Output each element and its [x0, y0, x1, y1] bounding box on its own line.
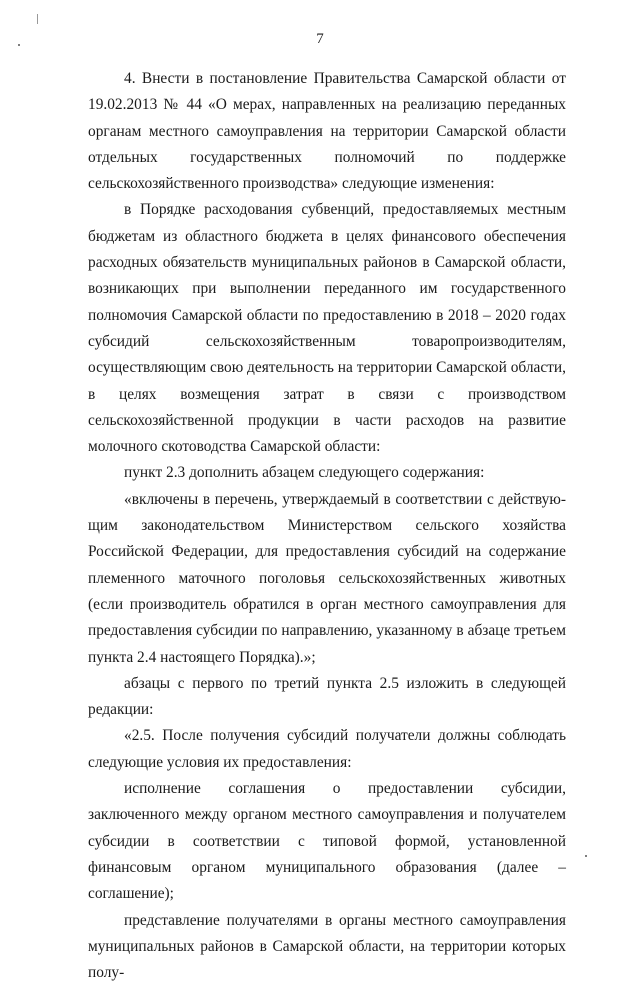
paragraph-amendment-intro: 4. Внести в постановление Правительства Самарской области от 19.02.2013 № 44 «О мерах, направленных на реализацию переданных органам местного самоуправления на территории Самарской области отдельных государственных полномочий по поддержке сельскохозяйственного производства» следующие изменения:	[88, 66, 566, 197]
scan-line	[37, 14, 38, 24]
scan-speck	[18, 44, 20, 46]
paragraph-reporting-condition: представление получателями в органы местного самоуправления муниципальных районов в Самарской области, на территории которых полу-	[88, 908, 566, 986]
paragraph-subvention-order: в Порядке расходования субвенций, предоставляемых местным бюджетам из областного бюджета в целях финансового обеспечения расходных обязательств муниципальных районов в Самарской области, возникающих при выполнении переданного им государственного полномочия Самарской области по предоставлению в 2018 – 2020 годах субсидий сельскохозяйственным товаропроизводителям, осуществляющим свою деятельность на территории Самарской области, в целях возмещения затрат в связи с производством сельскохозяйственной продукции в части расходов на развитие молочного скотоводства Самарской области:	[88, 197, 566, 460]
paragraph-item-2-5-text: «2.5. После получения субсидий получатели должны соблюдать следующие условия их предоставления:	[88, 723, 566, 776]
page-number: 7	[0, 30, 640, 48]
document-body	[88, 66, 566, 986]
scan-speck	[585, 855, 587, 857]
paragraph-agreement-condition: исполнение соглашения о предоставлении субсидии, заключенного между органом местного самоуправления и получателем субсидии в соответствии с типовой формой, установленной финансовым органом муниципального образования (далее – соглашение);	[88, 776, 566, 907]
paragraph-item-2-3-text: «включены в перечень, утверждаемый в соответствии с действующим законодательством Министерством сельского хозяйства Российской Федерации, для предоставления субсидий на содержание племенного маточного поголовья сельскохозяйственных животных (если производитель обратился в орган местного самоуправления для предоставления субсидии по направлению, указанному в абзаце третьем пункта 2.4 настоящего Порядка).»;	[88, 487, 566, 671]
paragraph-item-2-5: абзацы с первого по третий пункта 2.5 изложить в следующей редакции:	[88, 671, 566, 724]
paragraph-item-2-3: пункт 2.3 дополнить абзацем следующего содержания:	[88, 460, 566, 486]
